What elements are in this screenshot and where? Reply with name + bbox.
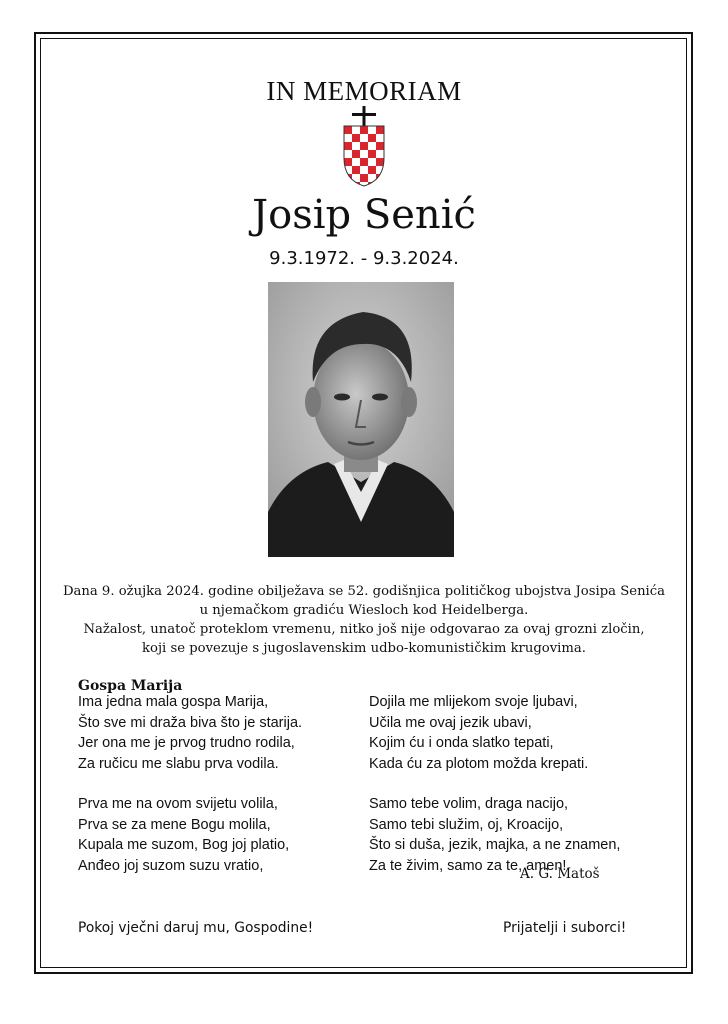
poem-line: Samo tebe volim, draga nacijo,	[369, 796, 569, 812]
poem-line: Za ručicu me slabu prva vodila.	[78, 755, 279, 772]
poem-line: Dojila me mlijekom svoje ljubavi,	[369, 694, 578, 710]
poem-line: Kojim ću i onda slatko tepati,	[369, 735, 554, 751]
poem-left-column	[78, 692, 302, 876]
poem-line: Jer ona me je prvog trudno rodila,	[78, 735, 295, 751]
prayer-text: Pokoj vječni daruj mu, Gospodine!	[78, 920, 314, 936]
poem-line: Kupala me suzom, Bog joj platio,	[78, 837, 290, 853]
poem-right-column	[369, 692, 620, 876]
poem-line: Prva me na ovom svijetu volila,	[78, 796, 278, 812]
poem-line: Što sve mi draža biva što je starija.	[78, 714, 303, 731]
page-heading: IN MEMORIAM	[266, 76, 462, 106]
poem-author: A. G. Matoš	[520, 866, 600, 882]
poem-line: Što si duša, jezik, majka, a ne znamen,	[369, 837, 621, 853]
intro-line: u njemačkom gradiću Wiesloch kod Heidelberga.	[199, 603, 529, 618]
life-dates: 9.3.1972. - 9.3.2024.	[269, 248, 459, 269]
intro-line: Dana 9. ožujka 2024. godine obilježava se 52. godišnjica političkog ubojstva Josipa Senića	[62, 584, 666, 599]
deceased-name: Josip Senić	[252, 192, 476, 238]
poem-line: Kada ću za plotom možda krepati.	[369, 755, 589, 772]
poem-line: Anđeo joj suzom suzu vratio,	[78, 857, 264, 874]
intro-line: Nažalost, unatoč proteklom vremenu, nitko još nije odgovarao za ovaj grozni zločin,	[83, 622, 645, 637]
portrait-photo	[268, 282, 454, 557]
poem-line: Učila me ovaj jezik ubavi,	[369, 714, 532, 731]
crest-icon	[342, 106, 386, 188]
poem-title: Gospa Marija	[78, 678, 183, 694]
poem-line: Samo tebi služim, oj, Kroacijo,	[369, 816, 564, 833]
poem-line: Prva se za mene Bogu molila,	[78, 816, 271, 833]
signature-text: Prijatelji i suborci!	[503, 920, 627, 936]
intro-paragraph	[40, 582, 688, 658]
intro-line: koji se povezuje s jugoslavenskim udbo-komunističkim krugovima.	[142, 641, 586, 656]
poem-line: Ima jedna mala gospa Marija,	[78, 694, 269, 710]
poem-line: Za te živim, samo za te, amen!	[369, 857, 567, 874]
